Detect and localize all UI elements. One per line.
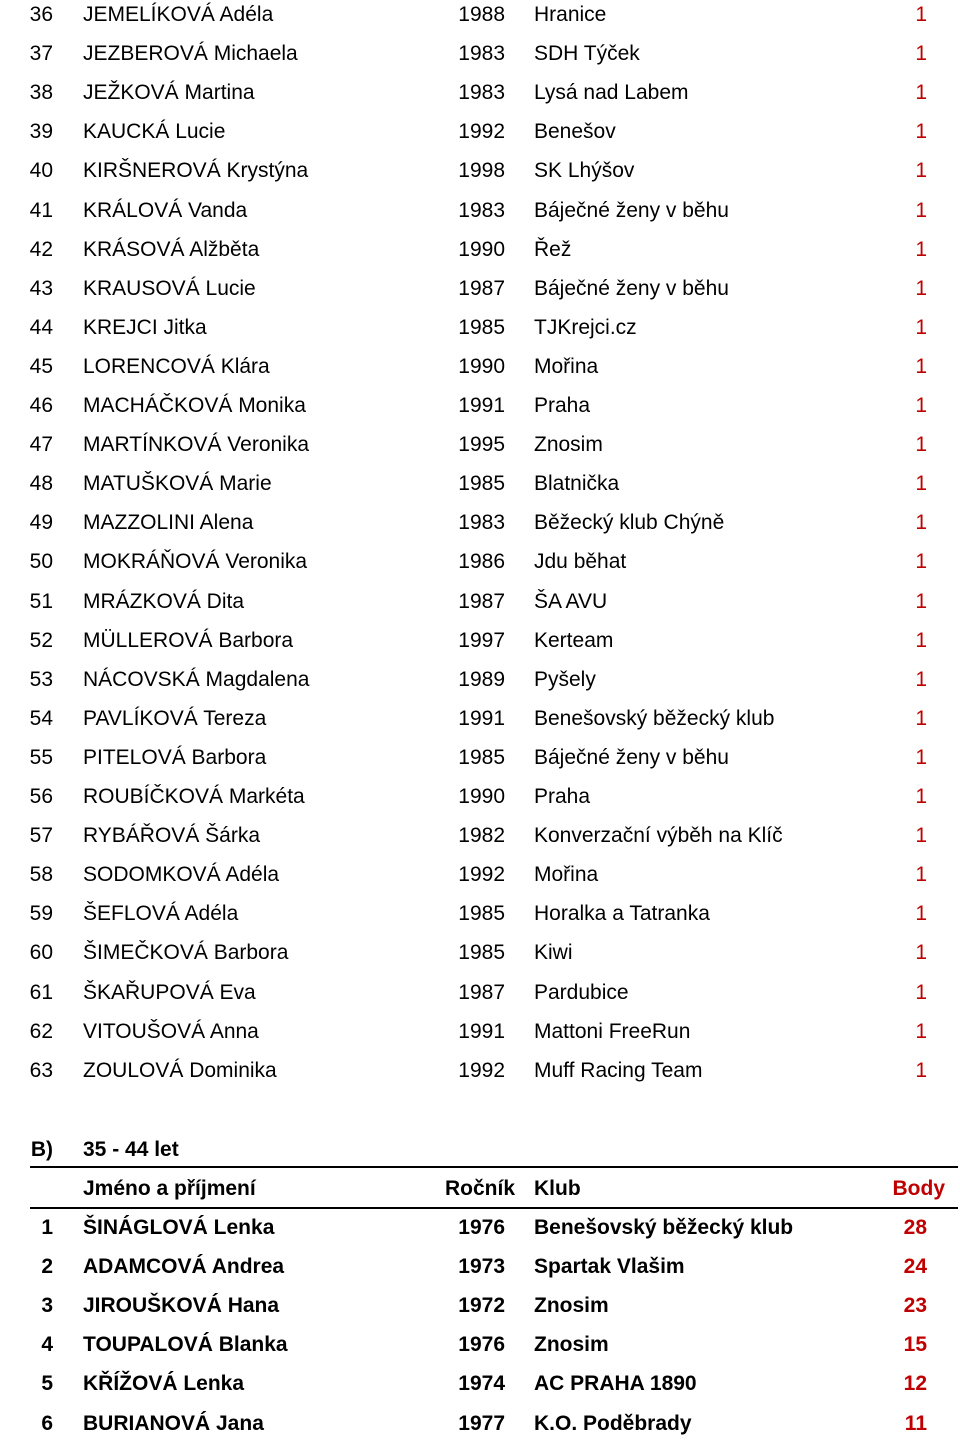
year-cell: 1974 bbox=[458, 1372, 505, 1396]
points-cell: 1 bbox=[915, 745, 927, 769]
points-cell: 1 bbox=[915, 433, 927, 457]
club-cell: Muff Racing Team bbox=[534, 1058, 703, 1082]
year-cell: 1985 bbox=[458, 941, 505, 965]
table-row bbox=[0, 112, 960, 151]
rank-cell: 46 bbox=[29, 394, 53, 417]
name-cell: KAUCKÁ Lucie bbox=[83, 120, 226, 144]
year-cell: 1992 bbox=[458, 863, 505, 887]
rank-cell: 62 bbox=[29, 1019, 53, 1043]
name-cell: ŠINÁGLOVÁ Lenka bbox=[83, 1216, 275, 1239]
table-row bbox=[0, 1247, 960, 1286]
club-cell: Benešovský běžecký klub bbox=[534, 1216, 794, 1239]
club-cell: Řež bbox=[534, 237, 572, 261]
table-row bbox=[0, 34, 960, 73]
points-cell: 1 bbox=[915, 42, 927, 66]
rank-cell: 59 bbox=[29, 902, 53, 926]
rank-cell: 56 bbox=[29, 785, 53, 808]
rank-cell: 51 bbox=[29, 589, 53, 613]
table-row bbox=[0, 73, 960, 112]
header-year: Ročník bbox=[444, 1177, 515, 1200]
year-cell: 1998 bbox=[458, 159, 505, 183]
club-cell: SDH Týček bbox=[534, 42, 640, 66]
table-row bbox=[0, 582, 960, 621]
year-cell: 1990 bbox=[458, 785, 505, 808]
rank-cell: 5 bbox=[41, 1372, 53, 1396]
name-cell: KREJCI Jitka bbox=[83, 315, 207, 339]
rank-cell: 4 bbox=[41, 1333, 53, 1357]
club-cell: Báječné ženy v běhu bbox=[534, 276, 729, 300]
name-cell: MRÁZKOVÁ Dita bbox=[83, 589, 245, 613]
year-cell: 1982 bbox=[458, 824, 505, 848]
table-row bbox=[0, 191, 960, 230]
year-cell: 1987 bbox=[458, 276, 505, 300]
club-cell: K.O. Poděbrady bbox=[534, 1411, 692, 1435]
name-cell: MOKRÁŇOVÁ Veronika bbox=[83, 550, 308, 574]
year-cell: 1986 bbox=[458, 550, 505, 574]
club-cell: AC PRAHA 1890 bbox=[534, 1372, 697, 1396]
points-cell: 1 bbox=[915, 354, 927, 378]
table-row bbox=[0, 1286, 960, 1325]
name-cell: PAVLÍKOVÁ Tereza bbox=[83, 706, 267, 730]
club-cell: Kiwi bbox=[534, 941, 573, 965]
year-cell: 1983 bbox=[458, 198, 505, 222]
year-cell: 1972 bbox=[458, 1294, 505, 1318]
points-cell: 1 bbox=[915, 198, 927, 222]
points-cell: 1 bbox=[915, 785, 927, 808]
rank-cell: 37 bbox=[29, 42, 53, 66]
rank-cell: 58 bbox=[29, 863, 53, 887]
table-row bbox=[0, 308, 960, 347]
points-cell: 1 bbox=[915, 1058, 927, 1082]
year-cell: 1991 bbox=[458, 1019, 505, 1043]
points-cell: 15 bbox=[903, 1333, 927, 1357]
year-cell: 1973 bbox=[458, 1255, 505, 1279]
name-cell: ZOULOVÁ Dominika bbox=[83, 1058, 277, 1082]
rank-cell: 36 bbox=[29, 3, 53, 26]
year-cell: 1995 bbox=[458, 433, 505, 457]
points-cell: 1 bbox=[915, 706, 927, 730]
points-cell: 1 bbox=[915, 120, 927, 144]
year-cell: 1983 bbox=[458, 42, 505, 66]
table-row bbox=[0, 894, 960, 933]
year-cell: 1987 bbox=[458, 589, 505, 613]
year-cell: 1987 bbox=[458, 980, 505, 1004]
points-cell: 1 bbox=[915, 315, 927, 339]
name-cell: SODOMKOVÁ Adéla bbox=[83, 863, 280, 887]
club-cell: Spartak Vlašim bbox=[534, 1255, 685, 1279]
rank-cell: 43 bbox=[29, 276, 53, 300]
header-top-rule bbox=[30, 1166, 958, 1168]
points-cell: 28 bbox=[903, 1216, 927, 1239]
year-cell: 1990 bbox=[458, 237, 505, 261]
header-points: Body bbox=[892, 1177, 945, 1200]
table-row bbox=[0, 542, 960, 581]
section-b-heading bbox=[0, 1130, 960, 1169]
club-cell: Báječné ženy v běhu bbox=[534, 745, 729, 769]
points-cell: 1 bbox=[915, 3, 927, 26]
name-cell: KRÁLOVÁ Vanda bbox=[83, 198, 248, 222]
table-row bbox=[0, 621, 960, 660]
points-cell: 12 bbox=[903, 1372, 927, 1396]
name-cell: KRAUSOVÁ Lucie bbox=[83, 276, 256, 300]
rank-cell: 44 bbox=[29, 315, 53, 339]
club-cell: Běžecký klub Chýně bbox=[534, 511, 725, 535]
club-cell: Mattoni FreeRun bbox=[534, 1019, 691, 1043]
name-cell: MAZZOLINI Alena bbox=[83, 511, 254, 535]
club-cell: Benešovský běžecký klub bbox=[534, 706, 775, 730]
name-cell: RYBÁŘOVÁ Šárka bbox=[83, 824, 261, 848]
rank-cell: 47 bbox=[29, 433, 53, 457]
rank-cell: 48 bbox=[29, 472, 53, 496]
table-row bbox=[0, 503, 960, 542]
year-cell: 1985 bbox=[458, 472, 505, 496]
points-cell: 1 bbox=[915, 941, 927, 965]
table-row bbox=[0, 973, 960, 1012]
club-cell: SK Lhýšov bbox=[534, 159, 635, 183]
name-cell: KŘÍŽOVÁ Lenka bbox=[83, 1372, 245, 1396]
club-cell: Znosim bbox=[534, 1333, 609, 1357]
points-cell: 1 bbox=[915, 667, 927, 691]
name-cell: JEZBEROVÁ Michaela bbox=[83, 42, 298, 66]
table-row bbox=[0, 347, 960, 386]
points-cell: 1 bbox=[915, 980, 927, 1004]
points-cell: 1 bbox=[915, 902, 927, 926]
rank-cell: 1 bbox=[41, 1216, 53, 1239]
rank-cell: 63 bbox=[29, 1058, 53, 1082]
table-row bbox=[0, 777, 960, 816]
rank-cell: 55 bbox=[29, 745, 53, 769]
club-cell: Lysá nad Labem bbox=[534, 81, 689, 105]
name-cell: MÜLLEROVÁ Barbora bbox=[83, 628, 294, 652]
rank-cell: 53 bbox=[29, 667, 53, 691]
name-cell: MATUŠKOVÁ Marie bbox=[83, 472, 272, 496]
rank-cell: 39 bbox=[29, 120, 53, 144]
rank-cell: 6 bbox=[41, 1411, 53, 1435]
rank-cell: 2 bbox=[41, 1255, 53, 1279]
year-cell: 1992 bbox=[458, 1058, 505, 1082]
table-row bbox=[0, 269, 960, 308]
table-row bbox=[0, 738, 960, 777]
table-row bbox=[0, 1325, 960, 1364]
table-row bbox=[0, 1364, 960, 1403]
year-cell: 1985 bbox=[458, 315, 505, 339]
header-club: Klub bbox=[534, 1177, 581, 1200]
rank-cell: 45 bbox=[29, 354, 53, 378]
table-row bbox=[0, 1051, 960, 1090]
table-row bbox=[0, 699, 960, 738]
year-cell: 1990 bbox=[458, 354, 505, 378]
club-cell: Kerteam bbox=[534, 628, 614, 652]
table-row bbox=[0, 1012, 960, 1051]
name-cell: ROUBÍČKOVÁ Markéta bbox=[83, 785, 305, 808]
table-b-header bbox=[0, 1169, 960, 1208]
club-cell: Blatnička bbox=[534, 472, 620, 496]
table-row bbox=[0, 816, 960, 855]
year-cell: 1983 bbox=[458, 81, 505, 105]
year-cell: 1989 bbox=[458, 667, 505, 691]
section-b-label: B) bbox=[30, 1138, 53, 1161]
table-row bbox=[0, 425, 960, 464]
rank-cell: 61 bbox=[29, 980, 53, 1004]
name-cell: ŠEFLOVÁ Adéla bbox=[83, 902, 239, 926]
table-row bbox=[0, 386, 960, 425]
points-cell: 1 bbox=[915, 589, 927, 613]
club-cell: TJKrejci.cz bbox=[534, 315, 637, 339]
name-cell: NÁCOVSKÁ Magdalena bbox=[83, 667, 310, 691]
header-name: Jméno a příjmení bbox=[83, 1177, 256, 1200]
club-cell: ŠA AVU bbox=[534, 589, 608, 613]
table-row bbox=[0, 1208, 960, 1247]
club-cell: Horalka a Tatranka bbox=[534, 902, 710, 926]
points-cell: 1 bbox=[915, 276, 927, 300]
club-cell: Praha bbox=[534, 785, 591, 808]
name-cell: ŠKAŘUPOVÁ Eva bbox=[83, 980, 256, 1004]
name-cell: ŠIMEČKOVÁ Barbora bbox=[83, 941, 289, 965]
table-row bbox=[0, 660, 960, 699]
rank-cell: 50 bbox=[29, 550, 53, 574]
name-cell: KRÁSOVÁ Alžběta bbox=[83, 237, 260, 261]
club-cell: Pardubice bbox=[534, 980, 629, 1004]
rank-cell: 49 bbox=[29, 511, 53, 535]
rank-cell: 57 bbox=[29, 824, 53, 848]
rank-cell: 42 bbox=[29, 237, 53, 261]
points-cell: 1 bbox=[915, 550, 927, 574]
points-cell: 24 bbox=[903, 1255, 927, 1279]
club-cell: Jdu běhat bbox=[534, 550, 627, 574]
table-row bbox=[0, 230, 960, 269]
table-row bbox=[0, 464, 960, 503]
rank-cell: 41 bbox=[29, 198, 53, 222]
points-cell: 1 bbox=[915, 511, 927, 535]
year-cell: 1976 bbox=[458, 1333, 505, 1357]
year-cell: 1997 bbox=[458, 628, 505, 652]
year-cell: 1985 bbox=[458, 745, 505, 769]
club-cell: Konverzační výběh na Klíč bbox=[534, 824, 783, 848]
points-cell: 1 bbox=[915, 1019, 927, 1043]
points-cell: 1 bbox=[915, 628, 927, 652]
points-cell: 1 bbox=[915, 159, 927, 183]
points-cell: 11 bbox=[904, 1411, 927, 1435]
club-cell: Benešov bbox=[534, 120, 616, 144]
name-cell: LORENCOVÁ Klára bbox=[83, 354, 270, 378]
year-cell: 1991 bbox=[458, 706, 505, 730]
name-cell: JEMELÍKOVÁ Adéla bbox=[83, 3, 274, 26]
points-cell: 1 bbox=[915, 824, 927, 848]
table-row bbox=[0, 0, 960, 34]
points-cell: 1 bbox=[915, 237, 927, 261]
club-cell: Praha bbox=[534, 394, 591, 417]
name-cell: KIRŠNEROVÁ Krystýna bbox=[83, 159, 309, 183]
table-row bbox=[0, 151, 960, 190]
year-cell: 1988 bbox=[458, 3, 505, 26]
table-row bbox=[0, 855, 960, 894]
year-cell: 1985 bbox=[458, 902, 505, 926]
club-cell: Znosim bbox=[534, 433, 603, 457]
points-cell: 1 bbox=[915, 472, 927, 496]
points-cell: 1 bbox=[915, 394, 927, 417]
name-cell: MARTÍNKOVÁ Veronika bbox=[83, 433, 310, 457]
name-cell: PITELOVÁ Barbora bbox=[83, 745, 267, 769]
year-cell: 1976 bbox=[458, 1216, 505, 1239]
name-cell: ADAMCOVÁ Andrea bbox=[83, 1255, 285, 1279]
table-row bbox=[0, 933, 960, 972]
year-cell: 1977 bbox=[458, 1411, 505, 1435]
table-row bbox=[0, 1404, 960, 1443]
year-cell: 1992 bbox=[458, 120, 505, 144]
year-cell: 1983 bbox=[458, 511, 505, 535]
club-cell: Mořina bbox=[534, 863, 599, 887]
points-cell: 1 bbox=[915, 863, 927, 887]
name-cell: TOUPALOVÁ Blanka bbox=[83, 1333, 288, 1357]
rank-cell: 52 bbox=[29, 628, 53, 652]
rank-cell: 38 bbox=[29, 81, 53, 105]
name-cell: BURIANOVÁ Jana bbox=[83, 1411, 264, 1435]
club-cell: Mořina bbox=[534, 354, 599, 378]
name-cell: JIROUŠKOVÁ Hana bbox=[83, 1294, 280, 1318]
name-cell: MACHÁČKOVÁ Monika bbox=[83, 394, 306, 417]
club-cell: Znosim bbox=[534, 1294, 609, 1318]
year-cell: 1991 bbox=[458, 394, 505, 417]
name-cell: VITOUŠOVÁ Anna bbox=[83, 1019, 259, 1043]
rank-cell: 54 bbox=[29, 706, 53, 730]
rank-cell: 40 bbox=[29, 159, 53, 183]
club-cell: Báječné ženy v běhu bbox=[534, 198, 729, 222]
points-cell: 23 bbox=[903, 1294, 927, 1318]
club-cell: Hranice bbox=[534, 3, 607, 26]
section-b-title: 35 - 44 let bbox=[83, 1138, 179, 1161]
points-cell: 1 bbox=[915, 81, 927, 105]
rank-cell: 60 bbox=[29, 941, 53, 965]
name-cell: JEŽKOVÁ Martina bbox=[83, 81, 255, 105]
club-cell: Pyšely bbox=[534, 667, 596, 691]
rank-cell: 3 bbox=[41, 1294, 53, 1318]
